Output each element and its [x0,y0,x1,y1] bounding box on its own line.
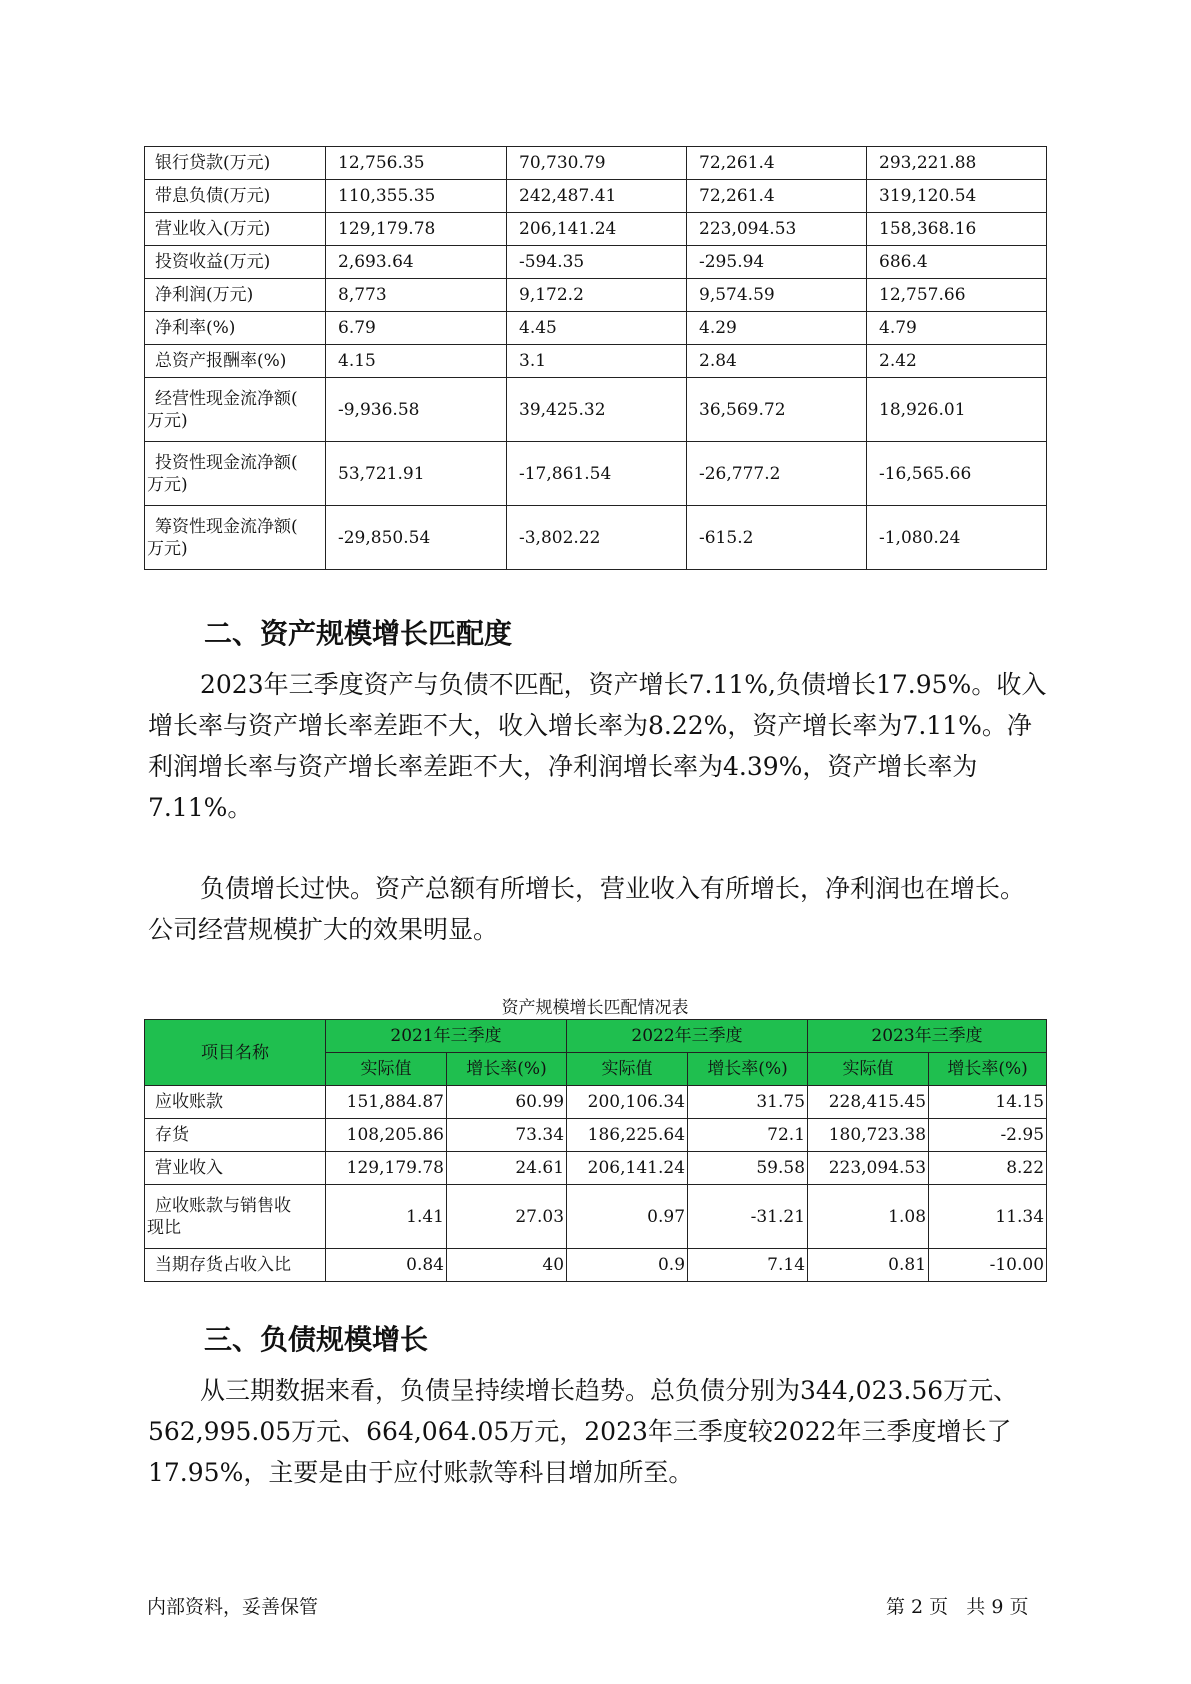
section-heading-liability-growth: 三、负债规模增长 [204,1323,429,1356]
cell: 206,141.24 [507,213,687,246]
cell: 180,723.38 [808,1119,929,1152]
row-label-line1: 应收账款与销售收 [155,1195,291,1216]
row-label: 净利率(%) [145,312,326,345]
cell: 686.4 [867,246,1047,279]
row-label: 总资产报酬率(%) [145,345,326,378]
financial-indicators-table [144,146,1047,570]
table-row [145,279,1047,312]
table-row [145,213,1047,246]
table-header-row [145,1020,1047,1053]
row-label [145,1185,326,1249]
column-header-growth: 增长率(%) [447,1053,567,1086]
paragraph: 负债增长过快。资产总额有所增长，营业收入有所增长，净利润也在增长。公司经营规模扩大的效果明显。 [148,874,1026,944]
column-header-actual: 实际值 [326,1053,447,1086]
cell: 242,487.41 [507,180,687,213]
table-row [145,345,1047,378]
cell: 3.1 [507,345,687,378]
cell: 2.42 [867,345,1047,378]
cell: -31.21 [688,1185,808,1249]
cell: 186,225.64 [567,1119,688,1152]
cell: 0.81 [808,1249,929,1282]
cell: 206,141.24 [567,1152,688,1185]
cell: 73.34 [447,1119,567,1152]
cell: 24.61 [447,1152,567,1185]
row-label [145,506,326,570]
row-label: 营业收入 [145,1152,326,1185]
cell: -9,936.58 [326,378,507,442]
table-row [145,1119,1047,1152]
cell: 12,757.66 [867,279,1047,312]
cell: 108,205.86 [326,1119,447,1152]
column-header-period: 2022年三季度 [567,1020,808,1053]
paragraph: 2023年三季度资产与负债不匹配，资产增长7.11%,负债增长17.95%。收入增长率与资产增长率差距不大，收入增长率为8.22%，资产增长率为7.11%。净利润增长率与资产增长率差距不大，净利润增长率为4.39%，资产增长率为7.11%。 [148,670,1047,822]
footer-page-number: 第 2 页 共 9 页 [886,1596,1029,1618]
table-row [145,378,1047,442]
column-header-growth: 增长率(%) [929,1053,1047,1086]
cell: 1.41 [326,1185,447,1249]
row-label: 净利润(万元) [145,279,326,312]
cell: -26,777.2 [687,442,867,506]
row-label [145,442,326,506]
cell: 31.75 [688,1086,808,1119]
table-row [145,1152,1047,1185]
row-label: 当期存货占收入比 [145,1249,326,1282]
cell: 14.15 [929,1086,1047,1119]
cell: 110,355.35 [326,180,507,213]
table-row [145,1249,1047,1282]
row-label: 带息负债(万元) [145,180,326,213]
cell: 223,094.53 [687,213,867,246]
asset-growth-match-table [144,1019,1047,1282]
cell: 18,926.01 [867,378,1047,442]
cell: 158,368.16 [867,213,1047,246]
cell: 0.97 [567,1185,688,1249]
cell: -615.2 [687,506,867,570]
cell: 4.29 [687,312,867,345]
cell: 319,120.54 [867,180,1047,213]
cell: -1,080.24 [867,506,1047,570]
table-row [145,1086,1047,1119]
cell: 9,172.2 [507,279,687,312]
cell: 27.03 [447,1185,567,1249]
column-header-period: 2021年三季度 [326,1020,567,1053]
cell: 2.84 [687,345,867,378]
cell: 200,106.34 [567,1086,688,1119]
cell: 11.34 [929,1185,1047,1249]
row-label-line1: 筹资性现金流净额( [155,516,298,537]
cell: 4.79 [867,312,1047,345]
row-label: 存货 [145,1119,326,1152]
row-label: 应收账款 [145,1086,326,1119]
cell: -10.00 [929,1249,1047,1282]
table-row [145,246,1047,279]
cell: 129,179.78 [326,1152,447,1185]
table-row [145,312,1047,345]
cell: 53,721.91 [326,442,507,506]
row-label-line2: 万元) [147,474,188,495]
cell: 129,179.78 [326,213,507,246]
table-row [145,506,1047,570]
cell: 8.22 [929,1152,1047,1185]
cell: -2.95 [929,1119,1047,1152]
row-label-line2: 万元) [147,410,188,431]
cell: 4.15 [326,345,507,378]
cell: 9,574.59 [687,279,867,312]
row-label: 银行贷款(万元) [145,147,326,180]
row-label-line2: 万元) [147,538,188,559]
paragraph: 从三期数据来看，负债呈持续增长趋势。总负债分别为344,023.56万元、562,995.05万元、664,064.05万元，2023年三季度较2022年三季度增长了17.95%，主要是由于应付账款等科目增加所至。 [148,1376,1019,1487]
footer-confidential-note: 内部资料，妥善保管 [147,1596,319,1618]
column-header-actual: 实际值 [808,1053,929,1086]
row-label: 营业收入(万元) [145,213,326,246]
cell: 4.45 [507,312,687,345]
cell: 2,693.64 [326,246,507,279]
cell: 60.99 [447,1086,567,1119]
table-row [145,147,1047,180]
row-label-line1: 投资性现金流净额( [155,452,298,473]
cell: 8,773 [326,279,507,312]
row-label: 投资收益(万元) [145,246,326,279]
cell: 228,415.45 [808,1086,929,1119]
cell: 72,261.4 [687,180,867,213]
section-heading-asset-growth: 二、资产规模增长匹配度 [204,617,513,650]
cell: 1.08 [808,1185,929,1249]
cell: -29,850.54 [326,506,507,570]
cell: 40 [447,1249,567,1282]
cell: 7.14 [688,1249,808,1282]
cell: 72.1 [688,1119,808,1152]
cell: 70,730.79 [507,147,687,180]
cell: 0.84 [326,1249,447,1282]
column-header-item: 项目名称 [145,1020,326,1086]
cell: 293,221.88 [867,147,1047,180]
cell: 39,425.32 [507,378,687,442]
cell: 151,884.87 [326,1086,447,1119]
column-header-actual: 实际值 [567,1053,688,1086]
cell: 0.9 [567,1249,688,1282]
table-row [145,442,1047,506]
cell: -594.35 [507,246,687,279]
table-row [145,180,1047,213]
cell: -3,802.22 [507,506,687,570]
cell: -16,565.66 [867,442,1047,506]
table-row [145,1185,1047,1249]
column-header-period: 2023年三季度 [808,1020,1047,1053]
row-label [145,378,326,442]
cell: 36,569.72 [687,378,867,442]
row-label-line2: 现比 [147,1217,181,1238]
cell: 6.79 [326,312,507,345]
cell: 12,756.35 [326,147,507,180]
table-caption: 资产规模增长匹配情况表 [501,998,689,1018]
cell: 59.58 [688,1152,808,1185]
cell: 223,094.53 [808,1152,929,1185]
cell: -17,861.54 [507,442,687,506]
row-label-line1: 经营性现金流净额( [155,388,298,409]
cell: -295.94 [687,246,867,279]
column-header-growth: 增长率(%) [688,1053,808,1086]
cell: 72,261.4 [687,147,867,180]
